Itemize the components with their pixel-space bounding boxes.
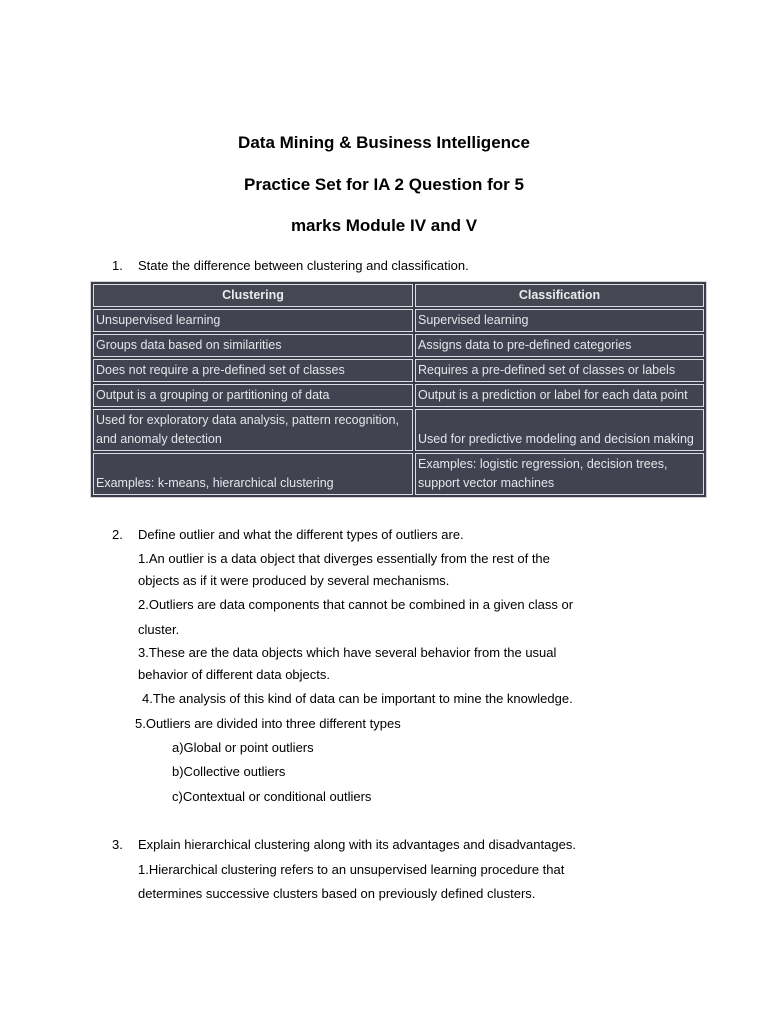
answer-line: 1.Hierarchical clustering refers to an unsupervised learning procedure that bbox=[138, 862, 565, 877]
table-row bbox=[93, 384, 704, 407]
answer-line: 2.Outliers are data components that cannot be combined in a given class or bbox=[138, 597, 574, 612]
table-cell: Output is a grouping or partitioning of data bbox=[93, 384, 413, 407]
answer-line: determines successive clusters based on previously defined clusters. bbox=[138, 886, 536, 901]
table-cell: Does not require a pre-defined set of classes bbox=[93, 359, 413, 382]
document-subtitle-continued: marks Module IV and V bbox=[290, 216, 478, 235]
table-header-row bbox=[93, 284, 704, 307]
question-1 bbox=[112, 258, 469, 273]
table-cell: Unsupervised learning bbox=[93, 309, 413, 332]
table-cell: Used for predictive modeling and decision making bbox=[415, 409, 704, 451]
table-cell: Requires a pre-defined set of classes or labels bbox=[415, 359, 704, 382]
table-row bbox=[93, 309, 704, 332]
table-row bbox=[93, 359, 704, 382]
question-number: 3. bbox=[112, 837, 123, 852]
answer-line: cluster. bbox=[138, 622, 180, 637]
table-cell: Output is a prediction or label for each data point bbox=[415, 384, 704, 407]
table-row bbox=[93, 453, 704, 495]
table-cell: Groups data based on similarities bbox=[93, 334, 413, 357]
table-cell: Assigns data to pre-defined categories bbox=[415, 334, 704, 357]
answer-line: 3.These are the data objects which have several behavior from the usual bbox=[138, 645, 557, 660]
column-header-clustering: Clustering bbox=[93, 284, 413, 307]
table-row bbox=[93, 334, 704, 357]
answer-line: objects as if it were produced by several mechanisms. bbox=[138, 573, 450, 588]
answer-line: behavior of different data objects. bbox=[138, 667, 330, 682]
table-cell: Supervised learning bbox=[415, 309, 704, 332]
outlier-type-item: a)Global or point outliers bbox=[172, 740, 314, 755]
answer-line: 4.The analysis of this kind of data can be important to mine the knowledge. bbox=[142, 691, 573, 706]
table-cell: Examples: k-means, hierarchical clustering bbox=[93, 453, 413, 495]
table-cell: Used for exploratory data analysis, pattern recognition, and anomaly detection bbox=[93, 409, 413, 451]
question-text: Explain hierarchical clustering along with its advantages and disadvantages. bbox=[138, 837, 576, 852]
outlier-type-item: b)Collective outliers bbox=[172, 764, 286, 779]
answer-line: 5.Outliers are divided into three different types bbox=[135, 716, 401, 731]
question-text: Define outlier and what the different types of outliers are. bbox=[138, 527, 464, 542]
column-header-classification: Classification bbox=[415, 284, 704, 307]
question-number: 2. bbox=[112, 527, 123, 542]
question-text: State the difference between clustering and classification. bbox=[138, 258, 469, 273]
question-number: 1. bbox=[112, 258, 123, 273]
comparison-table bbox=[90, 281, 707, 498]
table-cell: Examples: logistic regression, decision trees, support vector machines bbox=[415, 453, 704, 495]
answer-line: 1.An outlier is a data object that diverges essentially from the rest of the bbox=[138, 551, 550, 566]
question-2 bbox=[112, 527, 464, 542]
question-3 bbox=[112, 837, 576, 852]
outlier-type-item: c)Contextual or conditional outliers bbox=[172, 789, 372, 804]
document-title: Data Mining & Business Intelligence bbox=[238, 133, 530, 152]
table-row bbox=[93, 409, 704, 451]
document-subtitle: Practice Set for IA 2 Question for 5 bbox=[244, 175, 524, 194]
